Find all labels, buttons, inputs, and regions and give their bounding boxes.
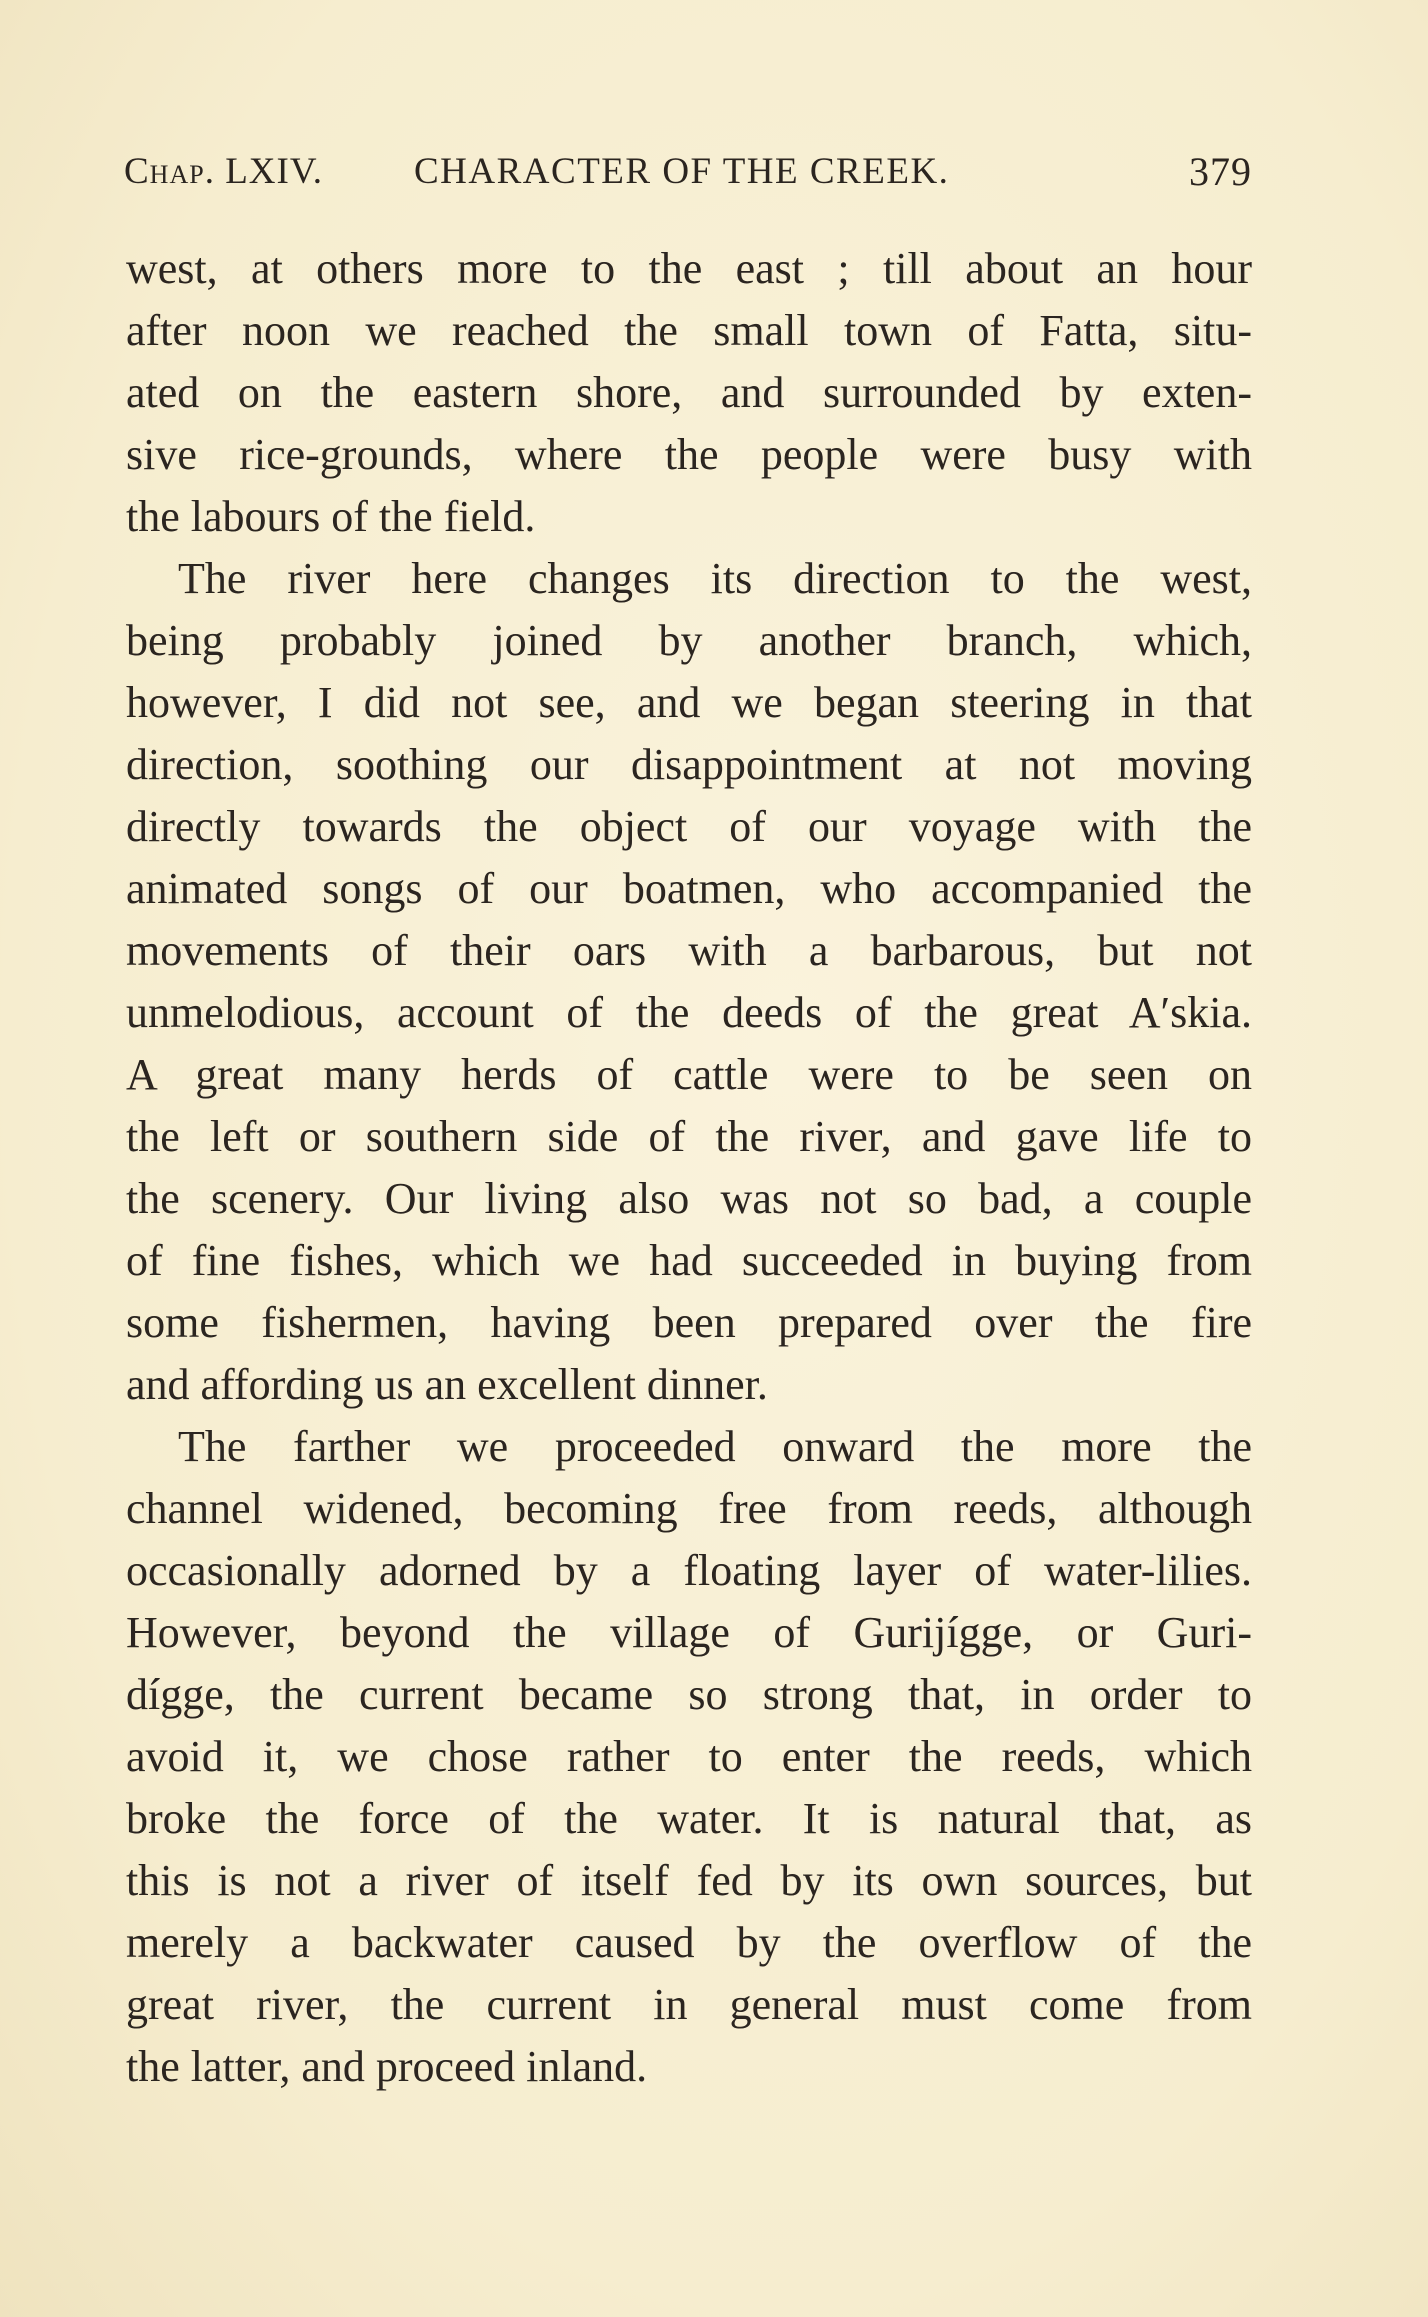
page-number: 379 — [1189, 149, 1252, 194]
text-line: However, beyond the village of Gurijígge, or Guri- — [126, 1608, 1252, 1657]
text-line: movements of their oars with a barbarous, but not — [126, 926, 1252, 975]
text-line: channel widened, becoming free from reeds, although — [126, 1484, 1252, 1533]
text-line: the labours of the field. — [126, 492, 536, 541]
text-line: and affording us an excellent dinner. — [126, 1360, 768, 1409]
text-line: this is not a river of itself fed by its own sources, but — [126, 1856, 1252, 1905]
text-line: sive rice-grounds, where the people were busy with — [126, 430, 1252, 479]
text-line: the latter, and proceed inland. — [126, 2042, 648, 2091]
text-line: A great many herds of cattle were to be seen on — [126, 1050, 1252, 1099]
text-line: The river here changes its direction to the west, — [178, 554, 1252, 603]
text-line: some fishermen, having been prepared over the fire — [126, 1298, 1252, 1347]
text-line: animated songs of our boatmen, who accompanied the — [126, 864, 1252, 913]
text-line: directly towards the object of our voyage with the — [126, 802, 1252, 851]
text-line: avoid it, we chose rather to enter the reeds, which — [126, 1732, 1252, 1781]
paragraph-1 — [126, 238, 1252, 548]
text-line: of fine fishes, which we had succeeded in buying from — [126, 1236, 1252, 1285]
paragraph-3 — [126, 1416, 1252, 2098]
running-head — [124, 148, 1252, 196]
text-line: The farther we proceeded onward the more the — [178, 1422, 1252, 1471]
text-line: the scenery. Our living also was not so bad, a couple — [126, 1174, 1252, 1223]
running-title: CHARACTER OF THE CREEK. — [414, 151, 950, 192]
text-line: west, at others more to the east ; till about an hour — [126, 244, 1252, 293]
text-line: great river, the current in general must come from — [126, 1980, 1252, 2029]
text-line: merely a backwater caused by the overflow of the — [126, 1918, 1252, 1967]
text-line: being probably joined by another branch, which, — [126, 616, 1252, 665]
text-line: unmelodious, account of the deeds of the great A′skia. — [126, 988, 1252, 1037]
text-line: broke the force of the water. It is natural that, as — [126, 1794, 1252, 1843]
text-line: the left or southern side of the river, and gave life to — [126, 1112, 1252, 1161]
text-line: after noon we reached the small town of Fatta, situ- — [126, 306, 1252, 355]
text-line: ated on the eastern shore, and surrounded by exten- — [126, 368, 1252, 417]
text-line: however, I did not see, and we began steering in that — [126, 678, 1252, 727]
text-line: occasionally adorned by a floating layer of water-lilies. — [126, 1546, 1252, 1595]
text-line: direction, soothing our disappointment at not moving — [126, 740, 1252, 789]
body-text — [126, 238, 1252, 2098]
paragraph-2 — [126, 548, 1252, 1416]
text-line: dígge, the current became so strong that, in order to — [126, 1670, 1252, 1719]
chapter-label: Chap. LXIV. — [124, 151, 324, 192]
